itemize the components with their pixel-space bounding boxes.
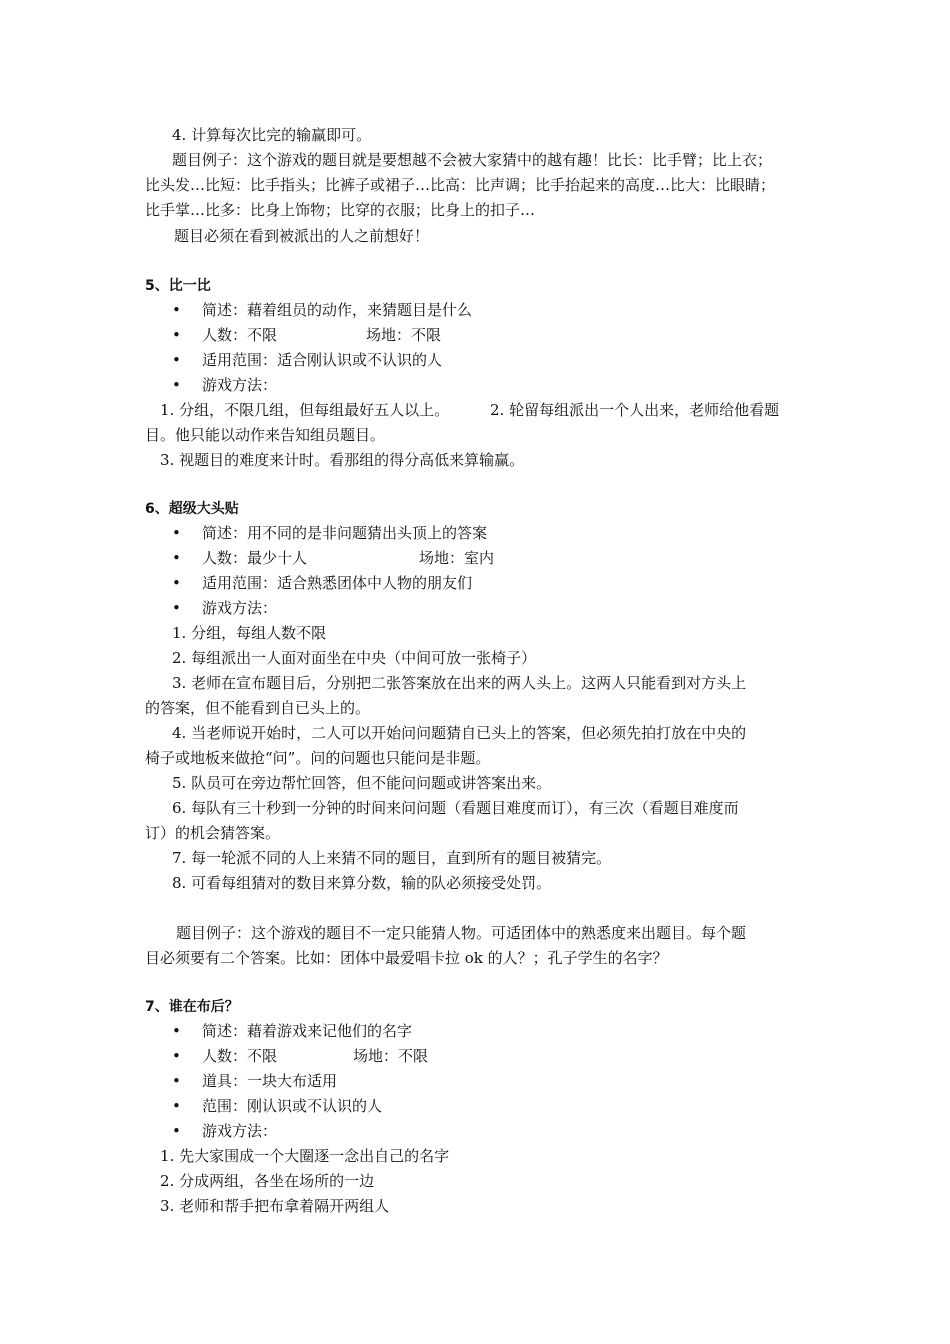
paragraph-line: 比手掌…比多：比身上饰物；比穿的衣服；比身上的扣子… [145, 201, 536, 219]
step-line: 订）的机会猜答案。 [145, 824, 281, 842]
venue-text: 场地：不限 [366, 326, 442, 344]
bullet-item: 游戏方法： [202, 599, 278, 617]
bullet-item: 简述：藉着游戏来记他们的名字 [202, 1022, 413, 1040]
paragraph-line: 比头发…比短：比手指头；比裤子或裙子…比高：比声调；比手抬起来的高度…比大：比眼睛； [145, 176, 776, 194]
paragraph-line: 题目必须在看到被派出的人之前想好！ [174, 227, 430, 245]
bullet-item: 人数：最少十人 [202, 549, 308, 567]
bullet-marker: • [172, 1097, 181, 1115]
bullet-item: 道具：一块大布适用 [202, 1072, 338, 1090]
step-line: 8. 可看每组猜对的数目来算分数，输的队必须接受处罚。 [172, 874, 552, 892]
bullet-item: 简述：藉着组员的动作，来猜题目是什么 [202, 301, 473, 319]
step-line: 1. 先大家围成一个大圈逐一念出自己的名字 [160, 1147, 450, 1165]
step-line: 3. 老师在宣布题目后，分别把二张答案放在出来的两人头上。这两人只能看到对方头上 [172, 674, 747, 692]
section-heading: 5、比一比 [145, 278, 211, 294]
bullet-marker: • [172, 351, 181, 369]
section-heading: 7、谁在布后？ [145, 999, 239, 1015]
bullet-item: 游戏方法： [202, 1122, 278, 1140]
bullet-marker: • [172, 549, 181, 567]
step-line: 椅子或地板来做抢“问”。问的问题也只能问是非题。 [145, 749, 491, 767]
bullet-marker: • [172, 376, 181, 394]
bullet-marker: • [172, 1122, 181, 1140]
bullet-marker: • [172, 326, 181, 344]
step-line: 3. 视题目的难度来计时。看那组的得分高低来算输赢。 [160, 451, 525, 469]
paragraph-line: 4. 计算每次比完的输赢即可。 [172, 126, 372, 144]
step-line: 2. 每组派出一人面对面坐在中央（中间可放一张椅子） [172, 649, 537, 667]
bullet-item: 简述：用不同的是非问题猜出头顶上的答案 [202, 524, 488, 542]
step-line: 目。他只能以动作来告知组员题目。 [145, 426, 386, 444]
bullet-item: 人数：不限 [202, 1047, 278, 1065]
step-line: 7. 每一轮派不同的人上来猜不同的题目，直到所有的题目被猜完。 [172, 849, 612, 867]
step-line: 4. 当老师说开始时，二人可以开始问问题猜自已头上的答案，但必须先拍打放在中央的 [172, 724, 747, 742]
bullet-marker: • [172, 599, 181, 617]
step-line: 2. 分成两组，各坐在场所的一边 [160, 1172, 375, 1190]
step-line: 2. 轮留每组派出一个人出来，老师给他看题 [490, 401, 780, 419]
paragraph-line: 题目例子：这个游戏的题目不一定只能猜人物。可适团体中的熟悉度来出题目。每个题 [176, 924, 747, 942]
bullet-marker: • [172, 301, 181, 319]
bullet-marker: • [172, 574, 181, 592]
step-line: 的答案，但不能看到自已头上的。 [145, 699, 371, 717]
bullet-marker: • [172, 524, 181, 542]
bullet-marker: • [172, 1047, 181, 1065]
bullet-item: 适用范围：适合刚认识或不认识的人 [202, 351, 443, 369]
step-line: 1. 分组，不限几组，但每组最好五人以上。 [160, 401, 450, 419]
step-line: 1. 分组，每组人数不限 [172, 624, 327, 642]
step-line: 3. 老师和帮手把布拿着隔开两组人 [160, 1197, 390, 1215]
step-line: 5. 队员可在旁边帮忙回答，但不能问问题或讲答案出来。 [172, 774, 552, 792]
venue-text: 场地：不限 [353, 1047, 429, 1065]
section-heading: 6、超级大头贴 [145, 501, 239, 517]
bullet-marker: • [172, 1072, 181, 1090]
venue-text: 场地：室内 [419, 549, 495, 567]
bullet-item: 适用范围：适合熟悉团体中人物的朋友们 [202, 574, 473, 592]
paragraph-line: 题目例子：这个游戏的题目就是要想越不会被大家猜中的越有趣！比长：比手臂；比上衣； [172, 151, 773, 169]
bullet-item: 人数：不限 [202, 326, 278, 344]
step-line: 6. 每队有三十秒到一分钟的时间来问问题（看题目难度而订），有三次（看题目难度而 [172, 799, 739, 817]
bullet-marker: • [172, 1022, 181, 1040]
paragraph-line: 目必须要有二个答案。比如：团体中最爱唱卡拉 ok 的人？；孔子学生的名字？ [145, 949, 668, 967]
bullet-item: 范围：刚认识或不认识的人 [202, 1097, 383, 1115]
bullet-item: 游戏方法： [202, 376, 278, 394]
